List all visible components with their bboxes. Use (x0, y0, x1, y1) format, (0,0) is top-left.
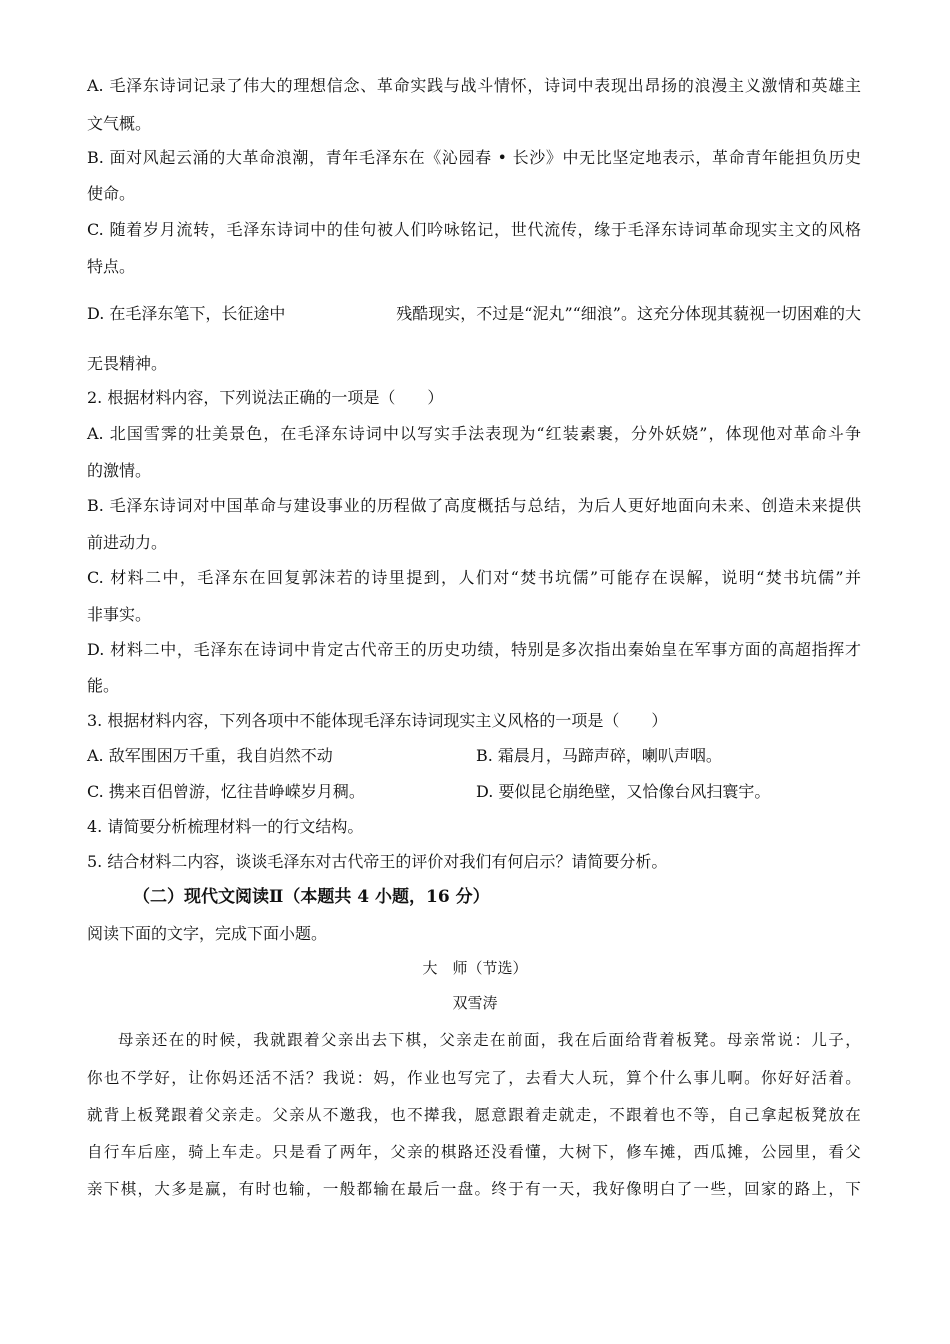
q2-option-c-line2: 非事实。 (87, 605, 152, 624)
reading-instruction: 阅读下面的文字，完成下面小题。 (87, 924, 328, 943)
story-line: 母亲还在的时候，我就跟着父亲出去下棋，父亲走在前面，我在后面给背着板凳。母亲常说：儿子， (118, 1031, 861, 1049)
q3-option-b: B. 霜晨月，马蹄声碎，喇叭声咽。 (476, 746, 722, 765)
q3-option-a: A. 敌军围困万千重，我自岿然不动 (87, 746, 333, 765)
q3-option-c: C. 携来百侣曾游，忆往昔峥嵘岁月稠。 (87, 782, 365, 801)
q2-option-d-line2: 能。 (87, 676, 120, 695)
q3-option-d: D. 要似昆仑崩绝壁，又恰像台风扫寰宇。 (476, 782, 771, 801)
story-line: 你也不学好，让你妈还活不活？我说：妈，作业也写完了，去看大人玩，算个什么事儿啊。你好好活着。 (87, 1069, 861, 1087)
blank-gap (285, 304, 333, 324)
q3-stem: 3. 根据材料内容，下列各项中不能体现毛泽东诗词现实主义风格的一项是（ ） (87, 711, 668, 730)
q2-option-a-line2: 的激情。 (87, 461, 152, 480)
q1-option-d-line2: 无畏精神。 (87, 354, 168, 373)
q1-option-d-line1 (87, 304, 861, 324)
q2-option-a-line1: A. 北国雪霁的壮美景色，在毛泽东诗词中以写实手法表现为“红装素裹，分外妖娆”，体现他对革命斗争 (87, 424, 861, 443)
q1-option-d-line1-part-a: D. 在毛泽东笔下，长征途中 (87, 304, 286, 323)
q2-option-c-line1: C. 材料二中，毛泽东在回复郭沫若的诗里提到，人们对“焚书坑儒”可能存在误解，说明“焚书坑儒”并 (87, 568, 861, 587)
q1-option-c-line2: 特点。 (87, 257, 136, 276)
question-5: 5. 结合材料二内容，谈谈毛泽东对古代帝王的评价对我们有何启示？请简要分析。 (87, 852, 668, 871)
q1-option-a-line2: 文气概。 (87, 114, 152, 133)
q2-option-b-line2: 前进动力。 (87, 533, 168, 552)
q1-option-d-line1-part-b: 残酷现实，不过是“泥丸”“细浪”。这充分体现其藐视一切困难的大 (396, 304, 861, 323)
q2-option-b-line1: B. 毛泽东诗词对中国革命与建设事业的历程做了高度概括与总结，为后人更好地面向未来、创造未来提供 (87, 496, 861, 515)
section-heading: （二）现代文阅读Ⅱ（本题共 4 小题，16 分） (133, 887, 490, 907)
q2-stem: 2. 根据材料内容，下列说法正确的一项是（ ） (87, 388, 444, 407)
q1-option-c-line1: C. 随着岁月流转，毛泽东诗词中的佳句被人们吟咏铭记，世代流传，缘于毛泽东诗词革命现实主文的风格 (87, 220, 861, 239)
story-title: 大 师（节选） (422, 959, 528, 977)
story-line: 亲下棋，大多是赢，有时也输，一般都输在最后一盘。终于有一天，我好像明白了一些，回家的路上，下 (87, 1180, 861, 1198)
story-line: 就背上板凳跟着父亲走。父亲从不邀我，也不撵我，愿意跟着走就走，不跟着也不等，自己拿起板凳放在 (87, 1106, 861, 1124)
story-author: 双雪涛 (452, 994, 498, 1012)
q1-option-a-line1: A. 毛泽东诗词记录了伟大的理想信念、革命实践与战斗情怀，诗词中表现出昂扬的浪漫主义激情和英雄主 (87, 76, 861, 95)
q2-option-d-line1: D. 材料二中，毛泽东在诗词中肯定古代帝王的历史功绩，特别是多次指出秦始皇在军事方面的高超指挥才 (87, 640, 861, 659)
q1-option-b-line2: 使命。 (87, 184, 136, 203)
story-line: 自行车后座，骑上车走。只是看了两年，父亲的棋路还没看懂，大树下，修车摊，西瓜摊，公园里，看父 (87, 1143, 861, 1161)
q1-option-b-line1: B. 面对风起云涌的大革命浪潮，青年毛泽东在《沁园春 • 长沙》中无比坚定地表示，革命青年能担负历史 (87, 148, 861, 167)
question-4: 4. 请简要分析梳理材料一的行文结构。 (87, 817, 364, 836)
